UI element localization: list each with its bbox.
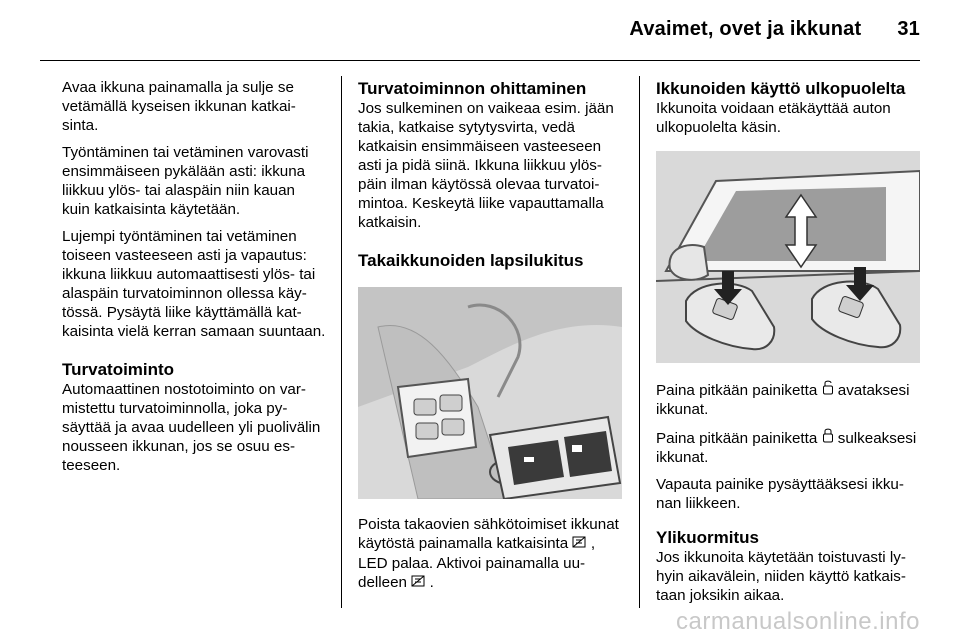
column-3 bbox=[656, 78, 922, 613]
window-lock-icon bbox=[572, 536, 590, 552]
heading-remote-operation: Ikkunoiden käyttö ulkopuolelta bbox=[656, 79, 906, 98]
column-2 bbox=[358, 78, 624, 593]
paragraph-remote-operation: Ikkunoita voidaan etäkäyttää auton ulkopuolelta käsin. bbox=[656, 100, 891, 136]
window-lock-icon-2 bbox=[411, 575, 429, 591]
column-divider-2 bbox=[639, 76, 640, 608]
paragraph-first-notch: Työntäminen tai vetäminen varovasti ensimmäiseen pykälään asti: ikkuna liikkuu ylös- tai alaspäin niin kauan kuin katkaisinta käytetään. bbox=[62, 144, 309, 218]
open-text-a: Paina pitkään painiketta bbox=[656, 382, 818, 399]
paragraph-safety-function: Automaattinen nostotoiminto on varmistettu turvatoiminnolla, joka pysäyttää ja avaa uudelleen yli puolivälin nousseen ikkunan, jos se osuu esteeseen. bbox=[62, 381, 321, 474]
paragraph-open-close: Avaa ikkuna painamalla ja sulje se vetämällä kyseisen ikkunan katkaisinta. bbox=[62, 79, 296, 134]
paragraph-second-notch: Lujempi työntäminen tai vetäminen toiseen vasteeseen asti ja vapautus: ikkuna liikkuu automaattisesti ylös- tai alaspäin turvatoiminnon ollessa käytössä. Pysäytä liike käyttämällä katkaisinta vielä kerran samaan suuntaan. bbox=[62, 228, 326, 340]
heading-override: Turvatoiminnon ohittaminen bbox=[358, 79, 587, 98]
page-number: 31 bbox=[897, 18, 920, 40]
padlock-closed-icon bbox=[822, 430, 834, 447]
watermark: carmanualsonline.info bbox=[676, 608, 920, 635]
page-header bbox=[629, 18, 920, 41]
close-text-b: sulkeaksesi ikkunat. bbox=[656, 430, 917, 466]
child-lock-text-b: , LED palaa. Aktivoi painamalla uudelleen bbox=[358, 535, 596, 591]
header-title: Avaimet, ovet ja ikkunat bbox=[629, 18, 862, 40]
close-text-a: Paina pitkään painiketta bbox=[656, 430, 818, 447]
paragraph-close-windows bbox=[656, 427, 922, 467]
paragraph-open-windows bbox=[656, 379, 922, 419]
column-1 bbox=[62, 78, 327, 483]
paragraph-overload: Jos ikkunoita käytetään toistuvasti lyhyin aikavälein, niiden käyttö katkaistaan joksikin aikaa. bbox=[656, 549, 906, 604]
heading-safety-function: Turvatoiminto bbox=[62, 360, 175, 379]
child-lock-switch-illustration bbox=[358, 287, 622, 499]
column-divider-1 bbox=[341, 76, 342, 608]
heading-child-lock: Takaikkunoiden lapsilukitus bbox=[358, 251, 584, 270]
child-lock-text-a: Poista takaovien sähkötoimiset ikkunat käytöstä painamalla katkaisinta bbox=[358, 516, 619, 552]
child-lock-text-c: . bbox=[429, 574, 434, 591]
paragraph-release: Vapauta painike pysäyttääksesi ikkunan liikkeen. bbox=[656, 476, 904, 512]
header-rule bbox=[40, 60, 920, 61]
remote-window-illustration bbox=[656, 151, 920, 363]
padlock-open-icon bbox=[822, 382, 834, 399]
paragraph-child-lock bbox=[358, 515, 624, 593]
open-text-b: avataksesi ikkunat. bbox=[656, 382, 910, 418]
heading-overload: Ylikuormitus bbox=[656, 528, 759, 547]
paragraph-override: Jos sulkeminen on vaikeaa esim. jään takia, katkaise sytytysvirta, vedä katkaisin ensimmäiseen vasteeseen asti ja pidä siinä. Ikkuna liikkuu ylöspäin ilman käytössä olevaa turvatoimintoa. Keskeytä liike vapauttamalla katkaisin. bbox=[358, 100, 614, 231]
